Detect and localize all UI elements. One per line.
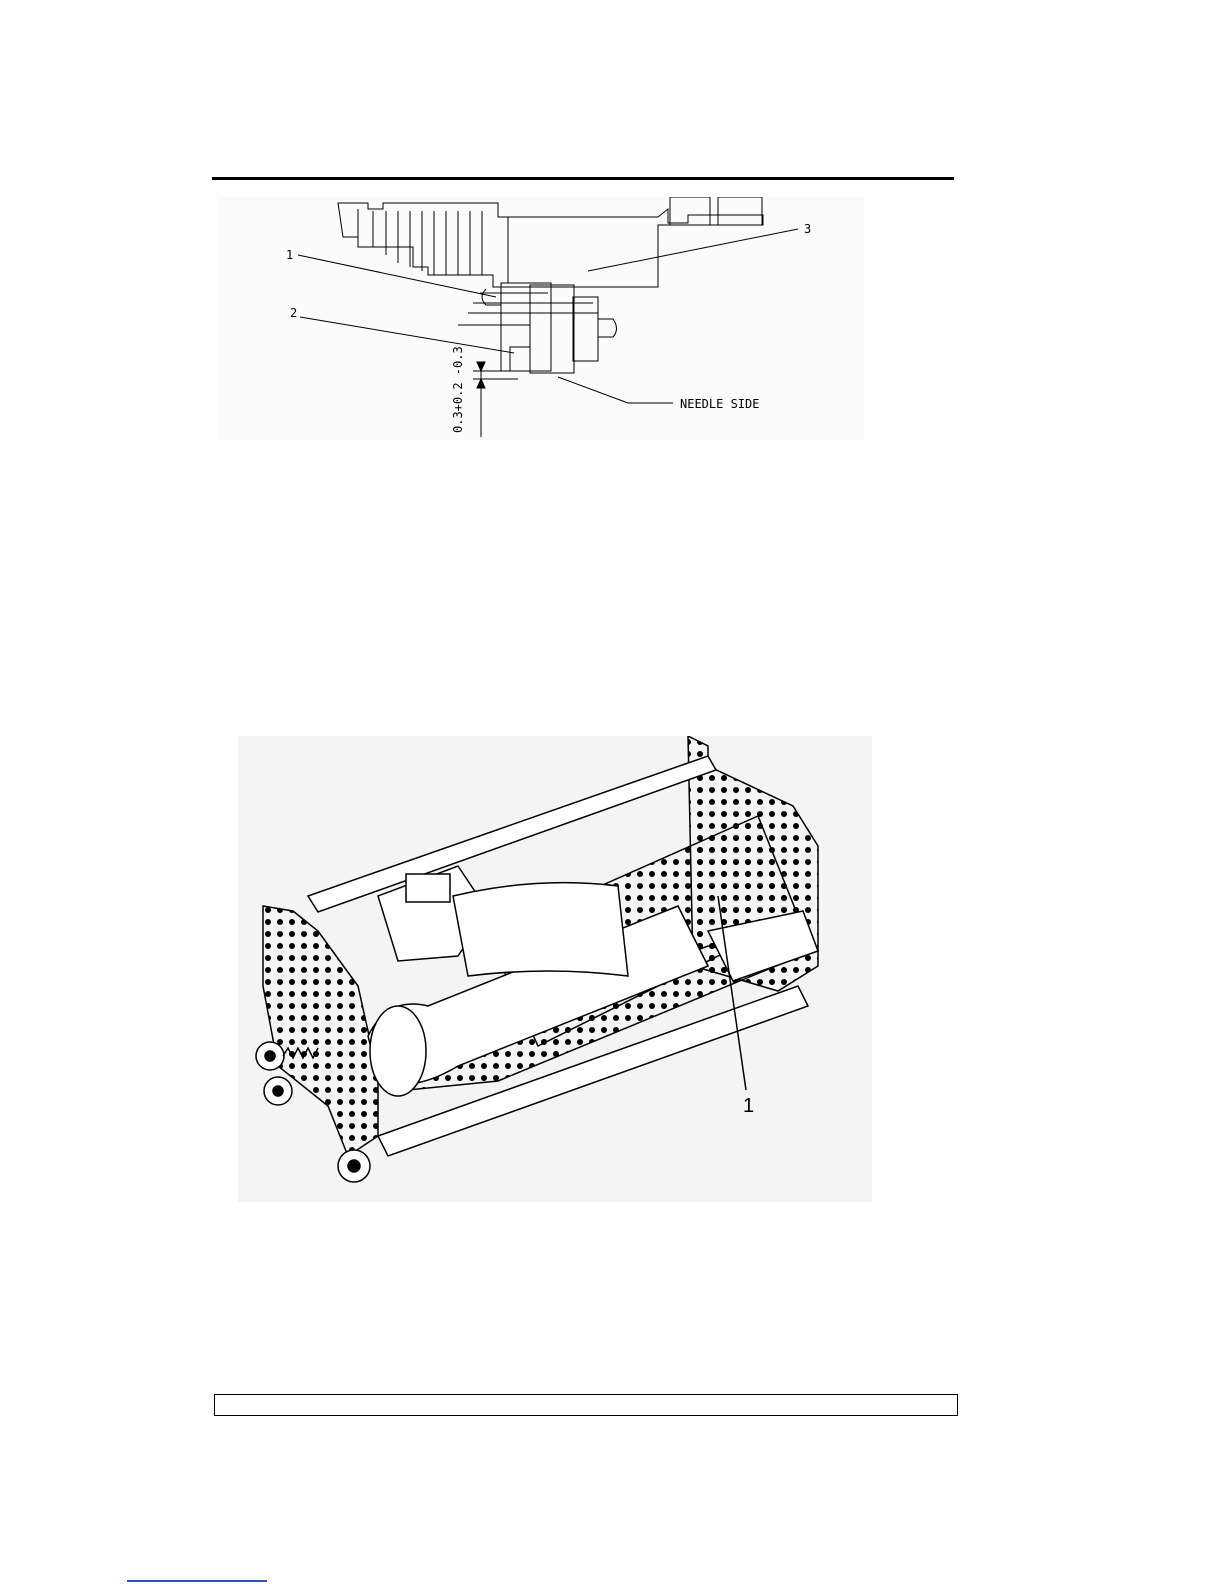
needle-side-label: NEEDLE SIDE [680,397,760,411]
footer-box [214,1394,958,1416]
callout-1: 1 [743,1095,755,1117]
print-head-gap-diagram [218,197,864,440]
printer-mechanism-drawing [238,736,872,1202]
callout-1: 1 [286,248,294,262]
header-rule [212,177,954,180]
callout-3: 3 [804,222,812,236]
gap-dimension-label: 0.3+0.2 -0.3 [451,346,465,433]
footer-link[interactable] [127,1580,267,1582]
callout-2: 2 [290,306,298,320]
